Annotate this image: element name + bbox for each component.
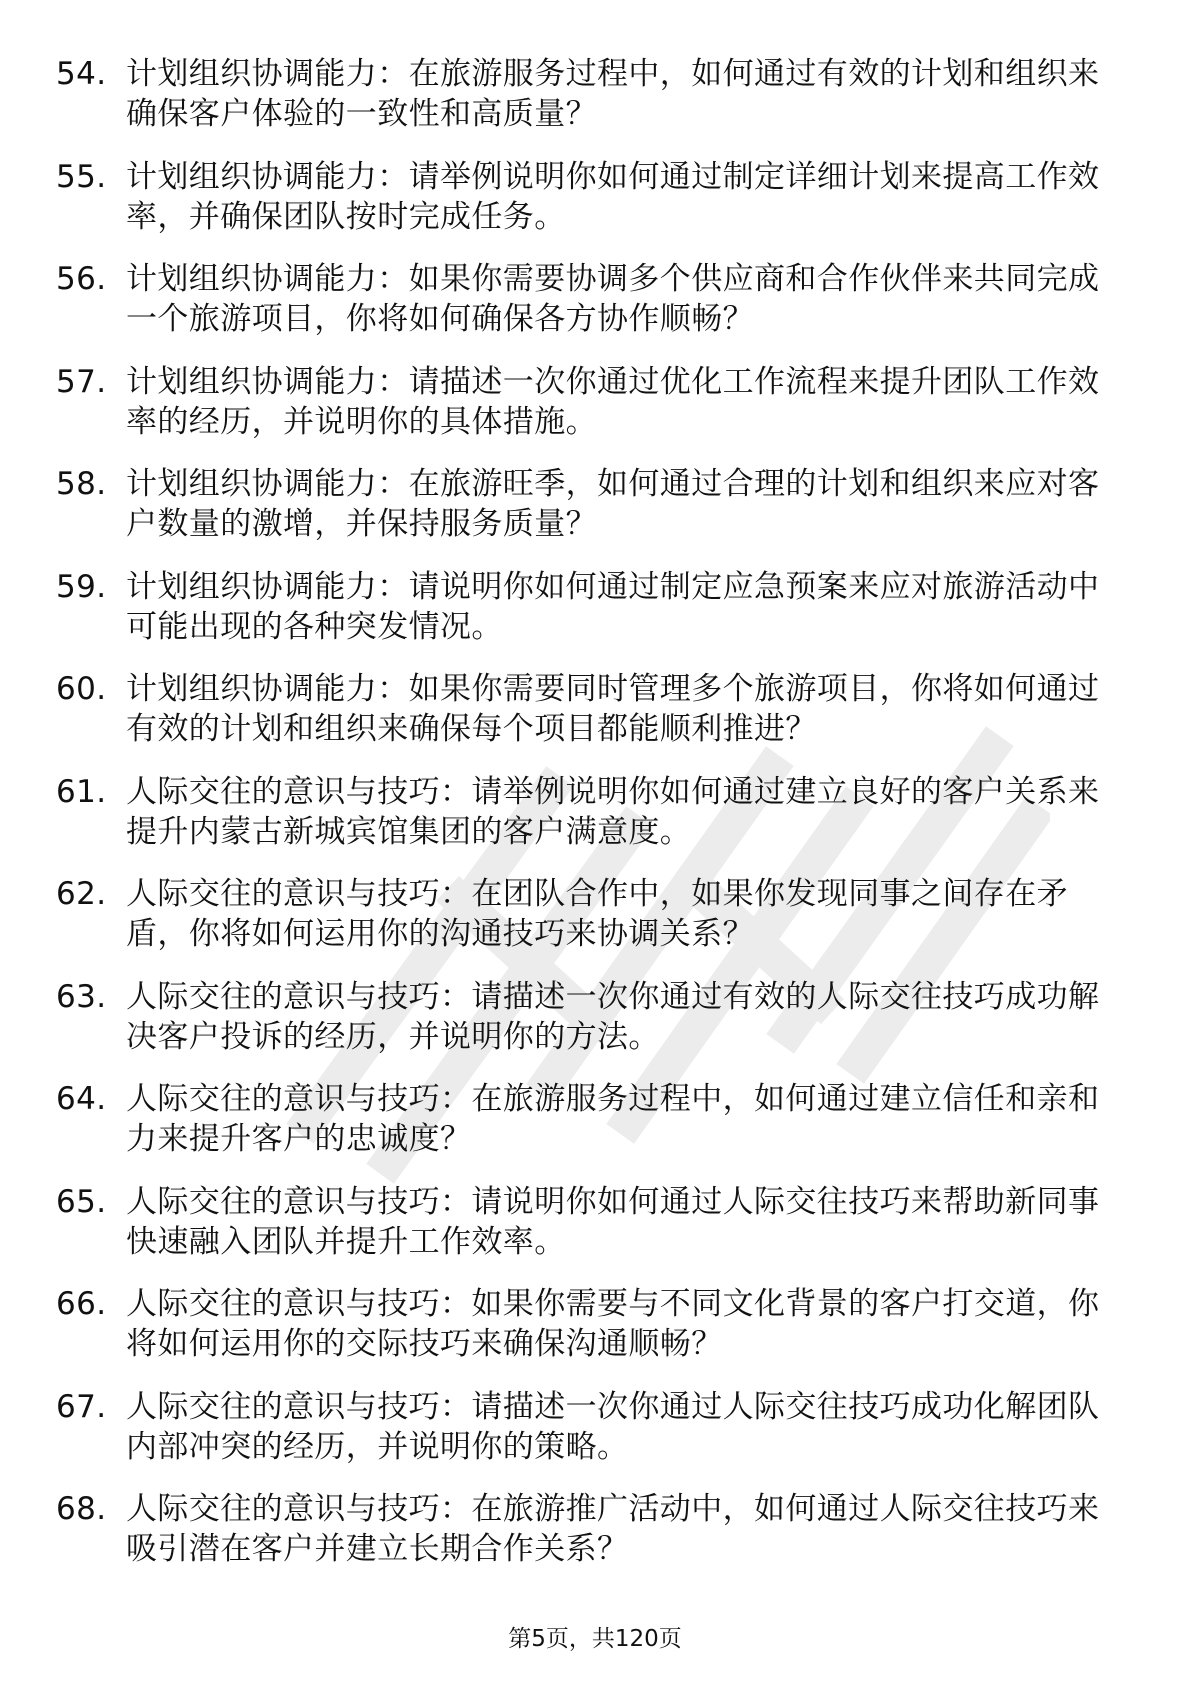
question-number: 66.: [56, 1286, 107, 1322]
question-item: [56, 362, 1116, 442]
question-text: 计划组织协调能力：请举例说明你如何通过制定详细计划来提高工作效率，并确保团队按时完成任务。: [126, 158, 1100, 235]
question-text: 人际交往的意识与技巧：在旅游推广活动中，如何通过人际交往技巧来吸引潜在客户并建立长期合作关系？: [126, 1491, 1100, 1567]
page-footer: 第5页，共120页: [508, 1626, 682, 1652]
question-item: [56, 567, 1116, 647]
question-number: 55.: [56, 158, 107, 195]
question-number: 63.: [56, 978, 107, 1015]
question-text: 计划组织协调能力：请说明你如何通过制定应急预案来应对旅游活动中可能出现的各种突发情况。: [126, 568, 1100, 645]
question-number: 60.: [56, 671, 107, 707]
question-number: 65.: [56, 1183, 107, 1220]
question-item: [56, 1182, 1116, 1262]
question-number: 61.: [56, 773, 107, 810]
question-text: 人际交往的意识与技巧：请描述一次你通过有效的人际交往技巧成功解决客户投诉的经历，并说明你的方法。: [126, 978, 1100, 1055]
question-text: 人际交往的意识与技巧：请举例说明你如何通过建立良好的客户关系来提升内蒙古新城宾馆集团的客户满意度。: [126, 773, 1100, 850]
question-text: 人际交往的意识与技巧：请说明你如何通过人际交往技巧来帮助新同事快速融入团队并提升工作效率。: [126, 1183, 1100, 1260]
question-list: [56, 54, 1116, 1592]
question-text: 计划组织协调能力：在旅游服务过程中，如何通过有效的计划和组织来确保客户体验的一致性和高质量？: [126, 56, 1100, 132]
question-item: [56, 1284, 1116, 1364]
question-item: [56, 669, 1116, 749]
question-number: 68.: [56, 1491, 107, 1527]
question-item: [56, 1489, 1116, 1569]
question-number: 59.: [56, 568, 107, 605]
question-text: 计划组织协调能力：如果你需要同时管理多个旅游项目，你将如何通过有效的计划和组织来确保每个项目都能顺利推进？: [126, 671, 1100, 747]
question-text: 人际交往的意识与技巧：在旅游服务过程中，如何通过建立信任和亲和力来提升客户的忠诚度？: [126, 1081, 1100, 1157]
question-item: [56, 157, 1116, 237]
question-item: [56, 1387, 1116, 1467]
question-number: 54.: [56, 56, 107, 92]
question-item: [56, 54, 1116, 134]
question-text: 人际交往的意识与技巧：如果你需要与不同文化背景的客户打交道，你将如何运用你的交际技巧来确保沟通顺畅？: [126, 1286, 1100, 1362]
question-text: 人际交往的意识与技巧：请描述一次你通过人际交往技巧成功化解团队内部冲突的经历，并说明你的策略。: [126, 1388, 1100, 1465]
question-number: 57.: [56, 363, 107, 400]
question-text: 计划组织协调能力：在旅游旺季，如何通过合理的计划和组织来应对客户数量的激增，并保持服务质量？: [126, 466, 1100, 542]
question-text: 计划组织协调能力：如果你需要协调多个供应商和合作伙伴来共同完成一个旅游项目，你将如何确保各方协作顺畅？: [126, 261, 1100, 337]
question-number: 64.: [56, 1081, 107, 1117]
question-item: [56, 259, 1116, 339]
question-text: 计划组织协调能力：请描述一次你通过优化工作流程来提升团队工作效率的经历，并说明你的具体措施。: [126, 363, 1100, 440]
question-number: 62.: [56, 876, 107, 912]
question-text: 人际交往的意识与技巧：在团队合作中，如果你发现同事之间存在矛盾，你将如何运用你的沟通技巧来协调关系？: [126, 876, 1068, 952]
question-item: [56, 874, 1116, 954]
question-number: 56.: [56, 261, 107, 297]
question-item: [56, 1079, 1116, 1159]
question-item: [56, 977, 1116, 1057]
question-number: 58.: [56, 466, 107, 502]
question-item: [56, 772, 1116, 852]
question-item: [56, 464, 1116, 544]
question-number: 67.: [56, 1388, 107, 1425]
